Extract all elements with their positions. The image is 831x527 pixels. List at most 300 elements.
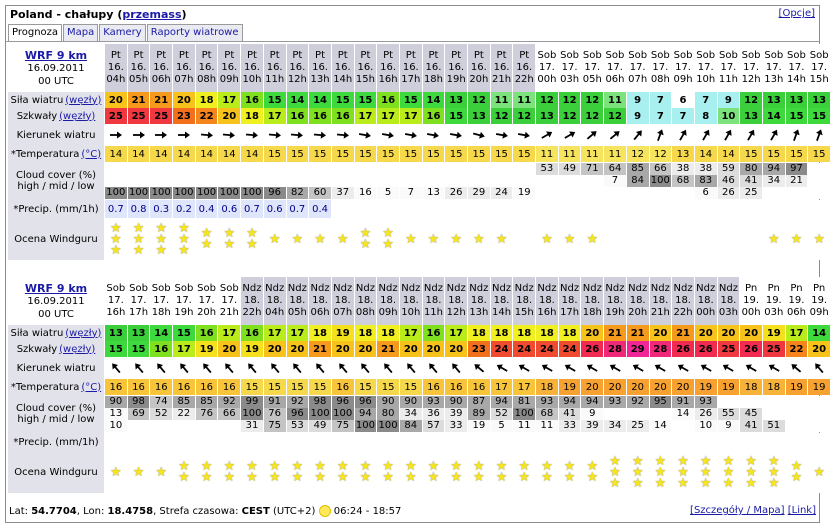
cloud-high: 94: [763, 163, 785, 175]
cloud-high: [786, 396, 808, 408]
wind-direction-arrow-icon: [218, 124, 241, 146]
wind-direction-arrow-icon: [559, 124, 582, 146]
cloud-mid: 55: [718, 408, 740, 420]
cloud-mid: [264, 175, 286, 187]
wind-value: 13: [445, 92, 468, 108]
gust-value: 22: [786, 341, 809, 357]
gust-value: 15: [128, 341, 151, 357]
day-name: Sob: [537, 50, 557, 61]
precip-row: [8, 433, 831, 451]
cloud-high: 85: [627, 163, 649, 175]
wind-direction-arrow-icon: [536, 124, 559, 146]
gust-value: 20: [218, 108, 241, 124]
gust-value: 19: [196, 341, 219, 357]
rating-cell: [173, 451, 196, 493]
gust-value: 26: [695, 341, 718, 357]
time-header: [763, 277, 786, 325]
cloud-cover-cell: [627, 395, 650, 433]
precip-value: [786, 200, 809, 218]
model-link[interactable]: WRF 9 km: [24, 48, 88, 62]
cloud-cover-cell: [604, 162, 627, 200]
day-name: Pt: [337, 50, 348, 61]
cloud-low: 100: [151, 187, 171, 198]
cloud-low: [581, 187, 603, 199]
star-icon: ★: [745, 475, 757, 491]
cloud-cover-cell: [627, 162, 650, 200]
time-header: [536, 277, 559, 325]
cloud-high: [808, 396, 830, 408]
gust-value: 20: [423, 341, 446, 357]
temperature-value: 14: [150, 146, 173, 162]
temperature-value: 11: [581, 146, 604, 162]
cloud-cover-cell: [536, 395, 559, 433]
wind-direction-arrow-icon: [400, 357, 423, 379]
cloud-mid: 66: [218, 408, 240, 420]
cloud-low: [150, 420, 172, 432]
cloud-high: 80: [740, 163, 762, 175]
gust-value: 25: [718, 341, 741, 357]
wind-label: [8, 92, 105, 108]
day-name: Sob: [696, 50, 716, 61]
cloud-low: [604, 187, 626, 199]
star-icon: ★: [178, 231, 190, 247]
gust-value: 12: [604, 108, 627, 124]
cloud-mid: [650, 408, 672, 420]
temperature-value: 17: [513, 379, 536, 395]
gust-value: 17: [264, 108, 287, 124]
star-icon: ★: [699, 464, 712, 480]
hour: 15h: [514, 307, 534, 318]
precip-value: [604, 200, 627, 218]
time-header: [218, 277, 241, 325]
cloud-low: 26: [445, 187, 467, 199]
wind-value: 21: [150, 92, 173, 108]
hour: 12h: [287, 74, 307, 85]
cloud-low: 84: [400, 420, 422, 432]
wind-direction-arrow-icon: [581, 357, 604, 379]
cloud-mid: 46: [718, 175, 740, 187]
cloud-mid: [309, 175, 331, 187]
cloud-mid: 100: [242, 408, 262, 419]
cloud-mid: [128, 175, 150, 187]
wind-value: 21: [627, 325, 650, 341]
star-icon: ★: [654, 453, 667, 469]
gust-value: 20: [287, 341, 310, 357]
hour: 10h: [401, 307, 421, 318]
cloud-high: 97: [786, 163, 808, 175]
wind-value: 21: [604, 325, 627, 341]
wind-direction-arrow-icon: [400, 124, 423, 146]
title-bar: [6, 6, 819, 23]
wind-value: 12: [468, 92, 491, 108]
cloud-mid: [513, 175, 535, 187]
hour: 13h: [469, 307, 489, 318]
rating-cell: [491, 218, 514, 260]
temperature-value: 15: [287, 146, 310, 162]
rating-cell: [241, 218, 264, 260]
time-header: [309, 277, 332, 325]
precip-value: [718, 433, 741, 451]
star-icon: ★: [563, 459, 576, 474]
cloud-high: 96: [355, 396, 377, 408]
wind-direction-arrow-icon: [309, 357, 332, 379]
hour: 06h: [151, 74, 171, 85]
day-name: Sob: [106, 283, 126, 294]
star-icon: ★: [609, 464, 621, 480]
temperature-value: 15: [423, 146, 446, 162]
wind-direction-arrow-icon: [287, 124, 310, 146]
cloud-cover-cell: [808, 162, 831, 200]
time-header: [695, 277, 718, 325]
precip-value: [581, 200, 604, 218]
cloud-low: 75: [332, 420, 354, 432]
wind-direction-arrow-icon: [559, 357, 582, 379]
temperature-label-unit[interactable]: (°C): [81, 381, 102, 393]
time-header: [627, 44, 650, 92]
precip-value: [513, 433, 536, 451]
cloud-mid: 36: [423, 408, 445, 420]
cloud-cover-cell: [763, 395, 786, 433]
gust-value: 20: [445, 341, 468, 357]
wind-value: 18: [513, 325, 536, 341]
wind-label-unit[interactable]: (węzły): [65, 94, 102, 106]
temperature-value: 19: [559, 379, 582, 395]
day-date: 18.: [516, 295, 533, 306]
cloud-cover-cell: [445, 162, 468, 200]
temperature-label-text: *Temperatura: [10, 381, 80, 393]
wind-direction-arrow-icon: [173, 357, 196, 379]
hour: 14h: [786, 74, 806, 85]
star-icon: ★: [336, 231, 349, 247]
day-date: 17.: [175, 295, 192, 306]
wind-value: 14: [309, 92, 332, 108]
lat-value: 54.7704: [31, 506, 77, 517]
gust-value: 16: [332, 108, 355, 124]
cloud-high: 92: [627, 396, 649, 408]
wind-label-unit[interactable]: (węzły): [65, 327, 102, 339]
gust-value: 20: [400, 341, 423, 357]
tab-prognoza[interactable]: Prognoza: [8, 24, 62, 41]
wind-value: 17: [218, 325, 241, 341]
wind-direction-arrow-icon: [808, 124, 831, 146]
hour: 10h: [696, 74, 716, 85]
day-name: Pt: [496, 50, 507, 61]
star-icon: ★: [382, 226, 394, 241]
gust-label-unit[interactable]: (węzły): [59, 110, 96, 122]
cloud-low: 100: [197, 187, 217, 198]
day-date: 16.: [470, 62, 487, 73]
hour: 03h: [718, 307, 738, 318]
wind-direction-arrow-icon: [627, 357, 650, 379]
cloud-mid: 100: [333, 408, 353, 419]
cloud-low: 24: [491, 187, 513, 199]
cloud-high: [196, 163, 218, 175]
cloud-mid: [196, 175, 218, 187]
gust-value: 28: [650, 341, 673, 357]
cloud-low: [559, 187, 581, 199]
day-name: Pt: [473, 50, 484, 61]
cloud-high: 94: [559, 396, 581, 408]
day-name: Ndz: [718, 283, 738, 294]
hour: 17h: [560, 307, 580, 318]
cloud-high: 90: [445, 396, 467, 408]
rating-cell: [763, 218, 786, 260]
cloud-label: [8, 162, 105, 200]
day-name: Ndz: [491, 283, 512, 294]
time-header: [740, 277, 763, 325]
cloud-high: 90: [377, 396, 399, 408]
cloud-mid: 39: [445, 408, 467, 420]
wind-direction-arrow-icon: [105, 357, 128, 379]
temperature-value: 15: [445, 146, 468, 162]
cloud-low: [650, 187, 672, 199]
hour: 21h: [650, 307, 670, 318]
gust-value: 17: [173, 341, 196, 357]
day-name: Pn: [790, 283, 803, 294]
day-name: Pt: [519, 50, 530, 61]
cloud-cover-cell: [287, 162, 310, 200]
gust-value: 8: [695, 108, 718, 124]
wind-value: 11: [491, 92, 514, 108]
wind-value: 17: [786, 325, 809, 341]
day-date: 16.: [107, 62, 124, 73]
cloud-cover-cell: [105, 395, 128, 433]
cloud-mid: [604, 408, 626, 420]
cloud-cover-cell: [695, 395, 718, 433]
cloud-row: [8, 162, 831, 200]
day-date: 18.: [312, 295, 328, 306]
gust-row: [8, 108, 831, 124]
temperature-value: 16: [332, 379, 355, 395]
hour: 04h: [265, 307, 285, 318]
model-link[interactable]: WRF 9 km: [24, 281, 88, 295]
wind-direction-arrow-icon: [695, 357, 718, 379]
temperature-value: 16: [218, 379, 241, 395]
cloud-high: [377, 163, 399, 175]
day-name: Pt: [428, 50, 439, 61]
tab-mapa[interactable]: Mapa: [63, 24, 98, 41]
temperature-value: 15: [264, 379, 287, 395]
temperature-value: 15: [264, 146, 287, 162]
gust-value: 13: [740, 108, 763, 124]
hour: 18h: [151, 307, 171, 318]
wind-value: 13: [808, 92, 831, 108]
day-date: 17.: [221, 295, 238, 306]
wind-direction-arrow-icon: [468, 124, 491, 146]
rating-cell: [808, 218, 831, 260]
hour: 08h: [197, 74, 217, 85]
direction-label-text: Kierunek wiatru: [16, 129, 96, 141]
rating-cell: [264, 218, 287, 260]
precip-value: [423, 433, 446, 451]
day-name: Sob: [764, 50, 784, 61]
cloud-cover-cell: [808, 395, 831, 433]
star-icon: ★: [427, 470, 440, 485]
day-date: 18.: [380, 295, 397, 306]
hour: 09h: [378, 307, 398, 318]
cloud-high: 66: [650, 163, 672, 175]
gust-value: 14: [763, 108, 786, 124]
time-header: [581, 44, 604, 92]
day-name: Sob: [560, 50, 579, 61]
day-date: 17.: [561, 62, 578, 73]
hour: 19h: [174, 307, 194, 318]
hour: 00h: [696, 307, 716, 318]
cloud-cover-cell: [218, 162, 241, 200]
day-name: Ndz: [696, 283, 716, 294]
time-header: [718, 44, 741, 92]
cloud-low: 51: [763, 420, 785, 432]
cloud-mid: 22: [173, 408, 195, 420]
cloud-cover-cell: [513, 395, 536, 433]
precip-value: [513, 200, 536, 218]
star-icon: ★: [495, 231, 508, 247]
temperature-label-unit[interactable]: (°C): [81, 148, 102, 160]
wind-value: 21: [128, 92, 151, 108]
cloud-mid: [287, 175, 309, 187]
wind-value: 16: [241, 325, 264, 341]
cloud-high: 98: [128, 396, 150, 408]
cloud-low: 10: [695, 420, 717, 432]
star-icon: ★: [473, 231, 485, 247]
tab-raporty-wiatrowe[interactable]: Raporty wiatrowe: [147, 24, 243, 41]
cloud-high: 53: [536, 163, 558, 175]
star-icon: ★: [586, 231, 599, 247]
temperature-value: 20: [650, 379, 673, 395]
direction-row: [8, 124, 831, 146]
options-link[interactable]: [Opcje]: [778, 8, 815, 19]
tab-bar: [8, 24, 244, 41]
hour: 16h: [537, 307, 557, 318]
day-name: Ndz: [605, 283, 625, 294]
gust-value: 21: [309, 341, 332, 357]
cloud-high: [173, 163, 195, 175]
temperature-label: [8, 146, 105, 162]
cloud-label: [8, 395, 105, 433]
precip-value: [400, 433, 423, 451]
details-link[interactable]: [Szczegóły / Mapa]: [690, 505, 785, 516]
temperature-value: 15: [763, 146, 786, 162]
link-link[interactable]: [Link]: [787, 505, 816, 516]
day-date: 16.: [244, 62, 260, 73]
star-icon: ★: [200, 459, 213, 474]
gust-value: 17: [400, 108, 423, 124]
cloud-low: 33: [559, 420, 581, 432]
cloud-low: 9: [718, 420, 740, 432]
wind-value: 18: [536, 325, 559, 341]
gust-value: 16: [309, 108, 332, 124]
cloud-label-1: Cloud cover (%): [15, 403, 97, 414]
rating-cell: [287, 451, 310, 493]
hour: 18h: [582, 307, 602, 318]
cloud-cover-cell: [695, 162, 718, 200]
day-name: Ndz: [265, 283, 285, 294]
time-header: [173, 277, 196, 325]
cloud-low: 6: [695, 187, 717, 199]
precip-value: 0.6: [264, 200, 287, 218]
cloud-low: [173, 420, 195, 432]
cloud-cover-cell: [105, 162, 128, 200]
time-header: [377, 44, 400, 92]
gust-value: 15: [808, 108, 831, 124]
temperature-label-text: *Temperatura: [10, 148, 80, 160]
time-header: [355, 44, 378, 92]
star-icon: ★: [450, 470, 462, 485]
day-date: 18.: [448, 295, 465, 306]
hour: 14h: [333, 74, 353, 85]
cloud-low: 37: [332, 187, 354, 199]
cloud-low: [128, 420, 150, 432]
user-link[interactable]: przemass: [122, 8, 182, 21]
precip-value: [808, 433, 831, 451]
spot-title: Poland - chałupy (przemass): [10, 8, 187, 21]
cloud-cover-cell: [400, 162, 423, 200]
gust-label-unit[interactable]: (węzły): [59, 343, 96, 355]
gust-value: 15: [445, 108, 468, 124]
cloud-cover-cell: [150, 162, 173, 200]
day-date: 18.: [561, 295, 578, 306]
gust-row: [8, 341, 831, 357]
cloud-mid: [332, 175, 354, 187]
day-date: 16.: [357, 62, 374, 73]
day-name: Pt: [269, 50, 280, 61]
cloud-high: [740, 396, 762, 408]
day-name: Pt: [292, 50, 303, 61]
gust-value: 20: [808, 341, 831, 357]
tab-kamery[interactable]: Kamery: [99, 24, 145, 41]
star-icon: ★: [563, 231, 576, 247]
wind-direction-arrow-icon: [513, 357, 536, 379]
cloud-cover-cell: [491, 162, 514, 200]
wind-value: 18: [491, 325, 514, 341]
temperature-value: 19: [786, 379, 809, 395]
time-header: [196, 277, 219, 325]
wind-value: 15: [400, 92, 423, 108]
rating-cell: [559, 218, 582, 260]
cloud-mid: [150, 175, 172, 187]
day-name: Sob: [628, 50, 648, 61]
rating-cell: [581, 218, 604, 260]
day-name: Sob: [219, 283, 239, 294]
temperature-value: 20: [581, 379, 604, 395]
rating-cell: [332, 451, 355, 493]
precip-value: [559, 433, 582, 451]
hour: 15h: [809, 74, 829, 85]
cloud-cover-cell: [559, 162, 582, 200]
time-header: [808, 277, 831, 325]
cloud-high: 93: [536, 396, 558, 408]
day-date: 18.: [652, 295, 669, 306]
wind-direction-arrow-icon: [264, 124, 287, 146]
cloud-mid: 41: [740, 175, 762, 187]
day-date: 17.: [629, 62, 646, 73]
precip-value: [264, 433, 287, 451]
star-icon: ★: [268, 231, 281, 247]
star-icon: ★: [110, 242, 122, 258]
hour: 09h: [809, 307, 829, 318]
day-name: Ndz: [287, 283, 307, 294]
precip-row: [8, 200, 831, 218]
cloud-high: 81: [513, 396, 535, 408]
day-name: Ndz: [582, 283, 602, 294]
day-name: Pt: [110, 50, 121, 61]
direction-label: [8, 124, 105, 146]
rating-cell: [196, 451, 219, 493]
precip-value: 0.6: [218, 200, 241, 218]
hour: 03h: [560, 74, 580, 85]
cloud-low: 39: [581, 420, 603, 432]
gust-value: 24: [491, 341, 514, 357]
